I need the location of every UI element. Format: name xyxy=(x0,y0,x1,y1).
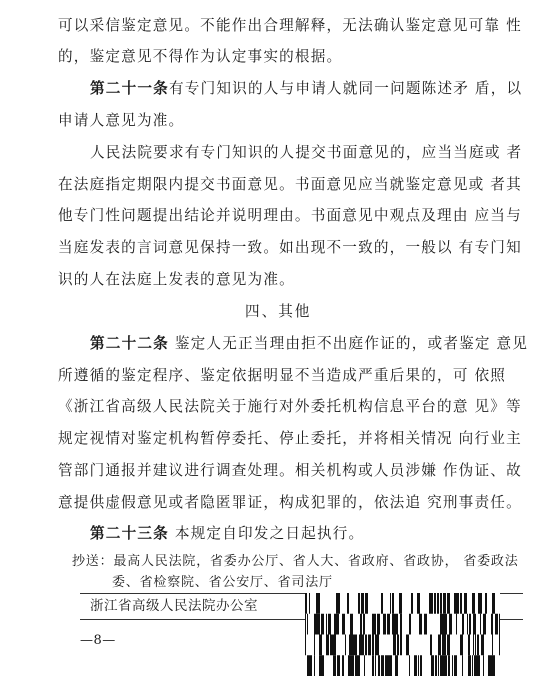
article-22-label: 第二十二条 xyxy=(90,335,169,352)
issuer-office: 浙江省高级人民法院办公室 xyxy=(90,598,258,614)
article-23-label: 第二十三条 xyxy=(90,525,169,542)
page-number: —8— xyxy=(80,633,116,648)
body-line: 意提供虚假意见或者隐匿罪证，构成犯罪的，依法追 究刑事责任。 xyxy=(58,494,522,511)
body-line: 他专门性问题提出结论并说明理由。书面意见中观点及理由 应当与 xyxy=(58,207,522,224)
article-21-line xyxy=(90,79,522,99)
article-23-line xyxy=(90,524,364,544)
body-line: 规定视情对鉴定机构暂停委托、停止委托，并将相关情况 向行业主 xyxy=(58,430,522,447)
article-21-text: 有专门知识的人与申请人就同一问题陈述矛 盾，以 xyxy=(168,80,523,97)
body-line: 的，鉴定意见不得作为认定事实的根据。 xyxy=(58,48,343,65)
article-23-text: 本规定自印发之日起执行。 xyxy=(168,525,365,542)
body-line: 所遵循的鉴定程序、鉴定依据明显不当造成严重后果的，可 依照 xyxy=(58,367,507,384)
article-21-label: 第二十一条 xyxy=(90,80,169,97)
body-line: 当庭发表的言词意见保持一致。如出现不一致的，一般以 有专门知 xyxy=(58,239,522,256)
body-line: 在法庭指定期限内提交书面意见。书面意见应当就鉴定意见或 者其 xyxy=(58,176,522,193)
article-22-line xyxy=(90,334,528,354)
body-line: 识的人在法庭上发表的意见为准。 xyxy=(58,271,295,288)
barcode-image xyxy=(305,593,500,676)
body-line: 《浙江省高级人民法院关于施行对外委托机构信息平台的意 见》等 xyxy=(58,398,522,415)
body-line: 申请人意见为准。 xyxy=(58,112,185,129)
body-line: 人民法院要求有专门知识的人提交书面意见的，应当当庭或 者 xyxy=(90,144,523,161)
section-title: 四、其他 xyxy=(245,303,312,320)
article-22-text: 鉴定人无正当理由拒不出庭作证的，或者鉴定 意见 xyxy=(168,335,529,352)
body-line: 管部门通报并建议进行调查处理。相关机构或人员涉嫌 作伪证、故 xyxy=(58,462,522,479)
copy-to-line: 抄送：最高人民法院，省委办公厅、省人大、省政府、省政协， 省委政法 xyxy=(72,554,519,569)
copy-to-line: 委、省检察院、省公安厅、省司法厅 xyxy=(112,575,333,590)
body-line: 可以采信鉴定意见。不能作出合理解释，无法确认鉴定意见可靠 性 xyxy=(58,17,522,34)
